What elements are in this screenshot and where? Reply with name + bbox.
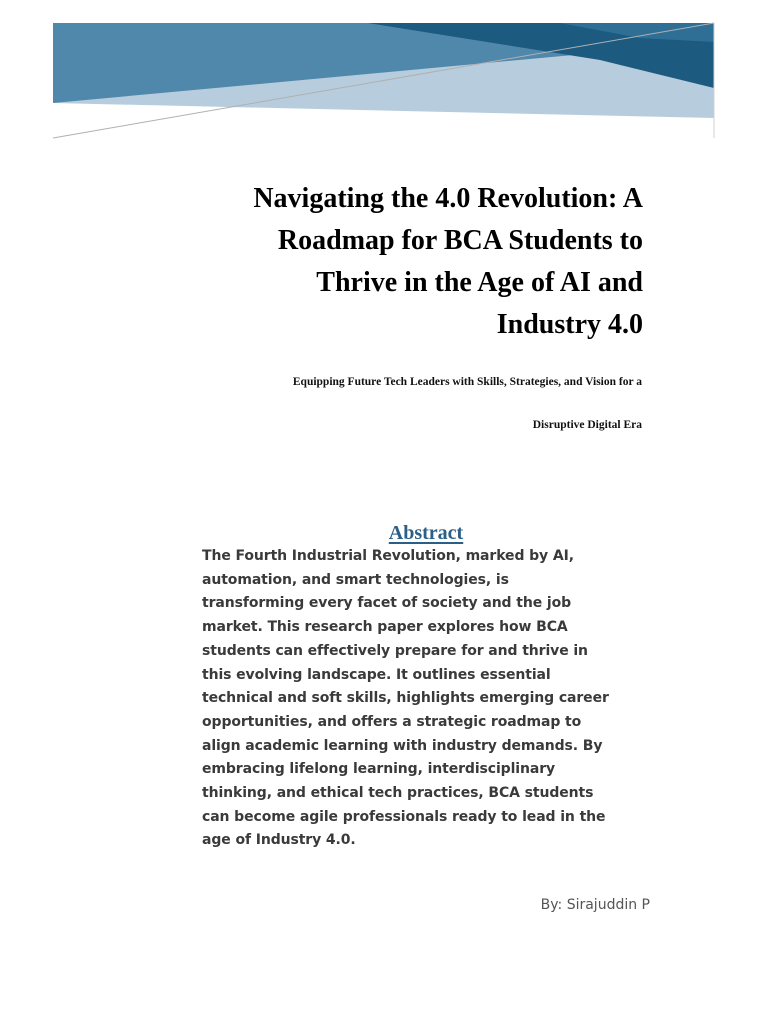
subtitle-line: Equipping Future Tech Leaders with Skills, Strategies, and Vision for a (292, 376, 642, 388)
title-line: Roadmap for BCA Students to (277, 225, 643, 256)
abstract-line: automation, and smart technologies, is (202, 571, 509, 588)
title-line: Thrive in the Age of AI and (316, 267, 643, 298)
abstract-line: market. This research paper explores how BCA (202, 619, 568, 636)
paper-title (150, 178, 643, 346)
subtitle-line: Disruptive Digital Era (532, 419, 642, 431)
abstract-line: thinking, and ethical tech practices, BCA students (202, 785, 594, 802)
abstract-line: technical and soft skills, highlights emerging career (202, 690, 609, 707)
abstract-line: embracing lifelong learning, interdisciplinary (202, 761, 556, 778)
header-banner (0, 0, 768, 150)
abstract-line: transforming every facet of society and the job (202, 595, 572, 612)
abstract-line: The Fourth Industrial Revolution, marked by AI, (202, 548, 574, 564)
abstract-line: this evolving landscape. It outlines essential (202, 666, 551, 683)
title-line: Navigating the 4.0 Revolution: A (253, 183, 643, 214)
paper-subtitle (180, 372, 642, 436)
abstract-heading: Abstract (388, 522, 464, 544)
abstract-line: opportunities, and offers a strategic roadmap to (202, 713, 582, 730)
title-line: Industry 4.0 (496, 309, 643, 340)
author-byline: By: Sirajuddin P (540, 897, 650, 913)
abstract-body (202, 545, 650, 853)
abstract-line: age of Industry 4.0. (202, 832, 356, 849)
abstract-line: students can effectively prepare for and thrive in (202, 642, 588, 659)
abstract-line: can become agile professionals ready to lead in the (202, 808, 606, 825)
abstract-line: align academic learning with industry demands. By (202, 737, 603, 754)
